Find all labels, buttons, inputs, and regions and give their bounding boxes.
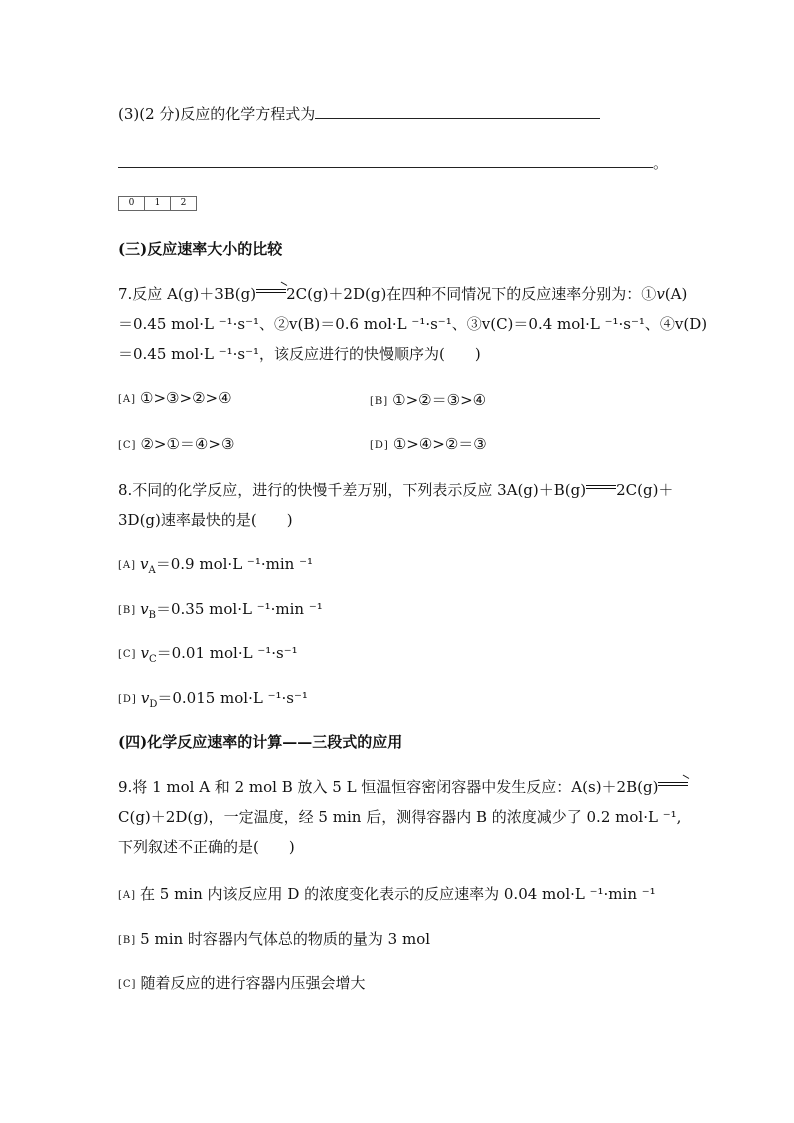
option-tag: [B] [370,396,389,407]
option-tag: [D] [118,694,137,705]
q9-text-a: 9.将 1 mol A 和 2 mol B 放入 5 L 恒温恒容密闭容器中发生反应：A(s)＋2B(g) [118,778,659,796]
score-cell-0[interactable]: 0 [119,197,145,210]
option-text: ①>③>②>④ [140,389,232,407]
q7-line3: ＝0.45 mol·L ⁻¹·s⁻¹，该反应进行的快慢顺序为( ) [118,345,481,363]
q8-text-a: 8.不同的化学反应，进行的快慢千差万别，下列表示反应 3A(g)＋B(g) [118,481,587,499]
option-sub: A [148,565,156,576]
equals-arrow-icon [586,483,616,493]
score-cell-1[interactable]: 1 [145,197,171,210]
section-heading-3: (三)反应速率大小的比较 [118,240,283,258]
q9-option-a[interactable] [118,883,656,904]
q7-option-d[interactable] [370,433,487,454]
option-tag: [B] [118,935,137,946]
option-v: v [140,689,150,707]
q7-option-b[interactable] [370,389,486,410]
option-v: v [140,555,149,573]
option-text: ＝0.9 mol·L ⁻¹·min ⁻¹ [155,555,314,573]
option-text: ①>②＝③>④ [392,391,487,409]
q7-option-c[interactable] [118,433,234,454]
q8-text-b: 2C(g)＋ [616,481,674,499]
option-text: 在 5 min 内该反应用 D 的浓度变化表示的反应速率为 0.04 mol·L ⁻¹·min ⁻¹ [140,885,656,903]
q7-text-b: 2C(g)＋2D(g)在四种不同情况下的反应速率分别为：① [286,285,657,303]
q8-line2: 3D(g)速率最快的是( ) [118,511,293,529]
q3-line2 [118,152,668,173]
q3-end: 。 [653,154,669,172]
q7-line1 [118,283,687,304]
q7-text-d: (A) [664,285,688,303]
option-text: 5 min 时容器内气体总的物质的量为 3 mol [140,930,431,948]
section-heading-4: (四)化学反应速率的计算——三段式的应用 [118,733,403,751]
option-tag: [A] [118,890,137,901]
option-text: ＝0.015 mol·L ⁻¹·s⁻¹ [157,689,308,707]
equilibrium-arrow-icon [256,287,286,297]
q8-option-c[interactable] [118,642,298,665]
q3-text: (3)(2 分)反应的化学方程式为 [118,105,316,123]
option-v: v [140,600,149,618]
q8-option-d[interactable] [118,687,308,710]
score-cell-2[interactable]: 2 [180,198,187,208]
option-tag: [B] [118,605,137,616]
q9-line1 [118,776,688,797]
q9-option-c[interactable] [118,972,365,993]
score-box [118,196,197,211]
option-v: v [140,644,149,662]
option-text: ②>①＝④>③ [140,435,235,453]
option-sub: C [148,654,157,665]
q9-line3: 下列叙述不正确的是( ) [118,838,295,856]
q9-option-b[interactable] [118,928,430,949]
option-tag: [A] [118,560,137,571]
option-tag: [C] [118,979,137,990]
q7-text-a: 7.反应 A(g)＋3B(g) [118,285,257,303]
option-text: ＝0.35 mol·L ⁻¹·min ⁻¹ [156,600,323,618]
q3-line [118,103,600,124]
q7-line2: ＝0.45 mol·L ⁻¹·s⁻¹、②v(B)＝0.6 mol·L ⁻¹·s⁻¹、③v(C)＝0.4 mol·L ⁻¹·s⁻¹、④v(D) [118,315,708,333]
equilibrium-arrow-icon [658,780,688,790]
q8-option-b[interactable] [118,598,323,621]
q8-option-a[interactable] [118,553,313,576]
option-text: 随着反应的进行容器内压强会增大 [140,974,366,992]
option-tag: [D] [370,440,389,451]
q7-option-a[interactable] [118,389,232,407]
answer-blank-2[interactable] [118,166,653,168]
answer-blank-1[interactable] [315,117,600,119]
option-sub: D [149,699,158,710]
option-text: ①>④>②＝③ [392,435,487,453]
option-tag: [C] [118,440,137,451]
option-text: ＝0.01 mol·L ⁻¹·s⁻¹ [156,644,298,662]
option-tag: [A] [118,394,137,405]
option-sub: B [148,610,156,621]
q8-line1 [118,479,673,500]
q7-v: v [656,285,665,303]
option-tag: [C] [118,649,137,660]
q9-line2: C(g)＋2D(g)，一定温度，经 5 min 后，测得容器内 B 的浓度减少了 0.2 mol·L ⁻¹, [118,808,682,826]
